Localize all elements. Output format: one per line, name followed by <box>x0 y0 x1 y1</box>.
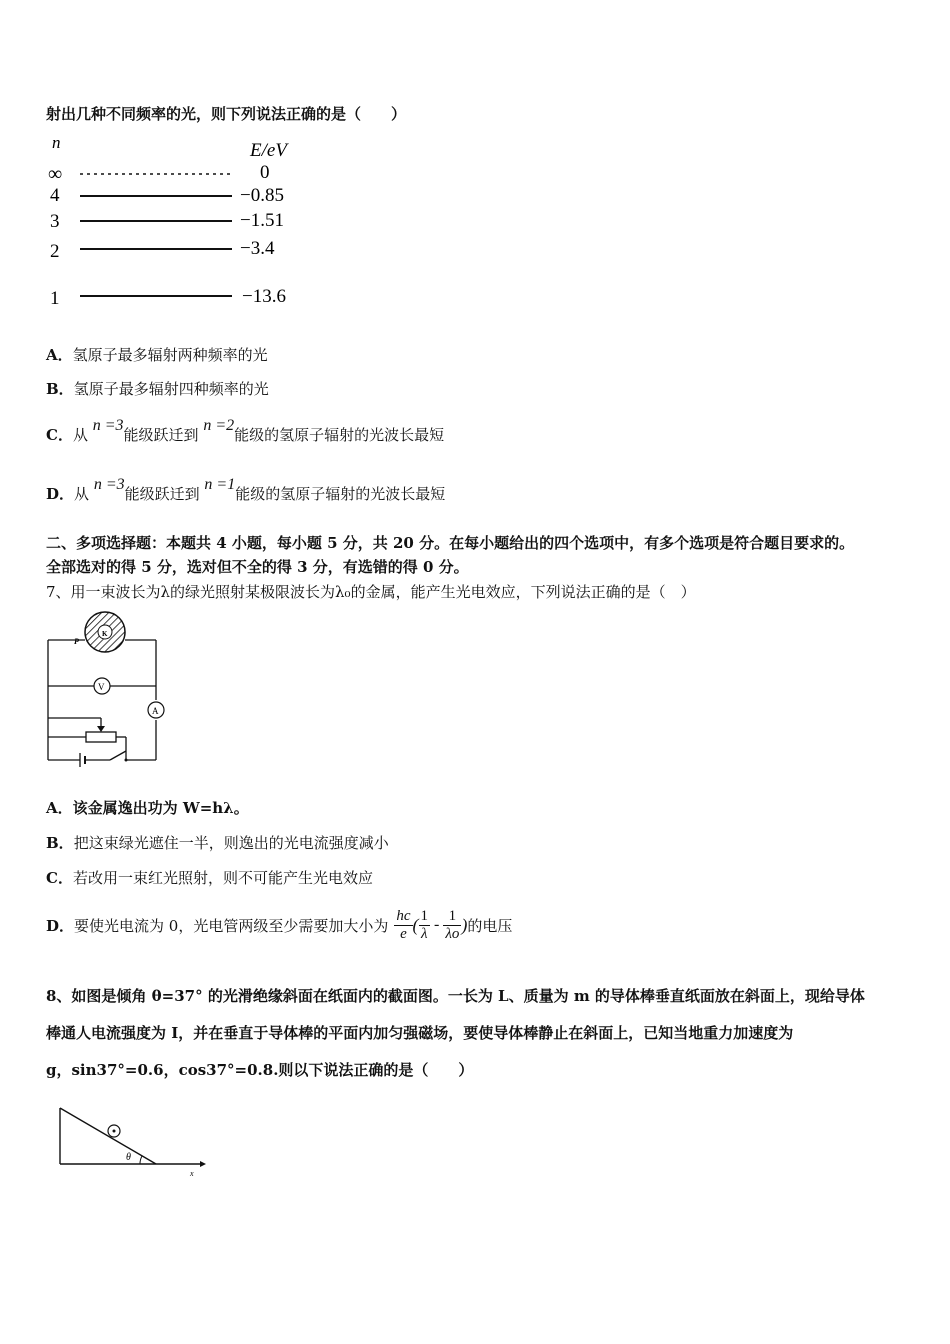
q7-option-b[interactable]: B．把这束绿光遮住一半，则逸出的光电流强度减小 <box>46 834 389 852</box>
level-n-3: 3 <box>50 211 60 232</box>
k-label: K <box>102 630 108 638</box>
x-axis-label: x <box>190 1169 194 1178</box>
energy-level-diagram <box>40 132 320 312</box>
ammeter-label: A <box>152 706 159 716</box>
theta-label: θ <box>126 1152 131 1163</box>
q8-stem-line2: 棒通人电流强度为 I，并在垂直于导体棒的平面内加匀强磁场，要使导体棒静止在斜面上，已知当地重力加速度为 <box>46 1024 794 1042</box>
level-e-2: −3.4 <box>240 238 275 259</box>
q7-option-d[interactable]: D． 要使光电流为 0，光电管两级至少需要加大小为 $\frac{hc}{e}$ ( $\frac{1}{\lambda}$ - $\frac{1}{\lambda o}$ ) 的电压 <box>46 907 513 942</box>
n-label: n <box>52 133 61 152</box>
level-n-1: 1 <box>50 288 60 309</box>
level-e-inf: 0 <box>260 162 270 183</box>
q7-option-c[interactable]: C．若改用一束红光照射，则不可能产生光电效应 <box>46 869 373 887</box>
section2-instructions-2: 全部选对的得 5 分，选对但不全的得 3 分，有选错的得 0 分。 <box>46 558 469 576</box>
incline-diagram <box>52 1100 212 1180</box>
q8-stem-line1: 8、如图是倾角 θ=37° 的光滑绝缘斜面在纸面内的截面图。一长为 L、质量为 m 的导体棒垂直纸面放在斜面上，现给导体 <box>46 987 865 1005</box>
q6-option-b[interactable]: B．氢原子最多辐射四种频率的光 <box>46 380 269 398</box>
fraction-1-lambda: $\frac{1}{\lambda}$ <box>420 907 429 942</box>
math-n1: n =1 <box>204 476 236 493</box>
q7-stem: 7、用一束波长为λ的绿光照射某极限波长为λ₀的金属，能产生光电效应，下列说法正确的是（ ） <box>46 583 696 601</box>
math-n3: n =3 <box>92 417 124 434</box>
p-label: P <box>74 637 79 646</box>
level-n-inf: ∞ <box>48 163 63 185</box>
q6-option-d[interactable]: D．从 n =3能级跃迁到 n =1能级的氢原子辐射的光波长最短 <box>46 476 446 503</box>
photoelectric-circuit-diagram <box>40 610 170 775</box>
q6-stem: 射出几种不同频率的光，则下列说法正确的是（ ） <box>46 105 407 123</box>
math-n2: n =2 <box>203 417 235 434</box>
e-label: E/eV <box>250 140 287 161</box>
math-n3: n =3 <box>93 476 125 493</box>
q7-option-a[interactable]: A．该金属逸出功为 W=hλ。 <box>46 799 249 817</box>
fraction-hc-e: $\frac{hc}{e}$ <box>396 907 411 942</box>
fraction-1-lambda0: $\frac{1}{\lambda o}$ <box>445 907 460 942</box>
level-e-4: −0.85 <box>240 185 284 206</box>
level-e-3: −1.51 <box>240 210 284 231</box>
section2-instructions-1: 二、多项选择题：本题共 4 小题，每小题 5 分，共 20 分。在每小题给出的四个选项中，有多个选项是符合题目要求的。 <box>46 534 855 552</box>
q8-stem-line3: g，sin37°=0.6，cos37°=0.8.则以下说法正确的是（ ） <box>46 1061 474 1079</box>
voltmeter-label: V <box>98 682 105 692</box>
level-n-2: 2 <box>50 241 60 262</box>
level-n-4: 4 <box>50 185 60 206</box>
q6-option-c[interactable]: C．从 n =3能级跃迁到 n =2能级的氢原子辐射的光波长最短 <box>46 417 445 444</box>
level-e-1: −13.6 <box>242 286 286 307</box>
q6-option-a[interactable]: A．氢原子最多辐射两种频率的光 <box>46 346 268 364</box>
